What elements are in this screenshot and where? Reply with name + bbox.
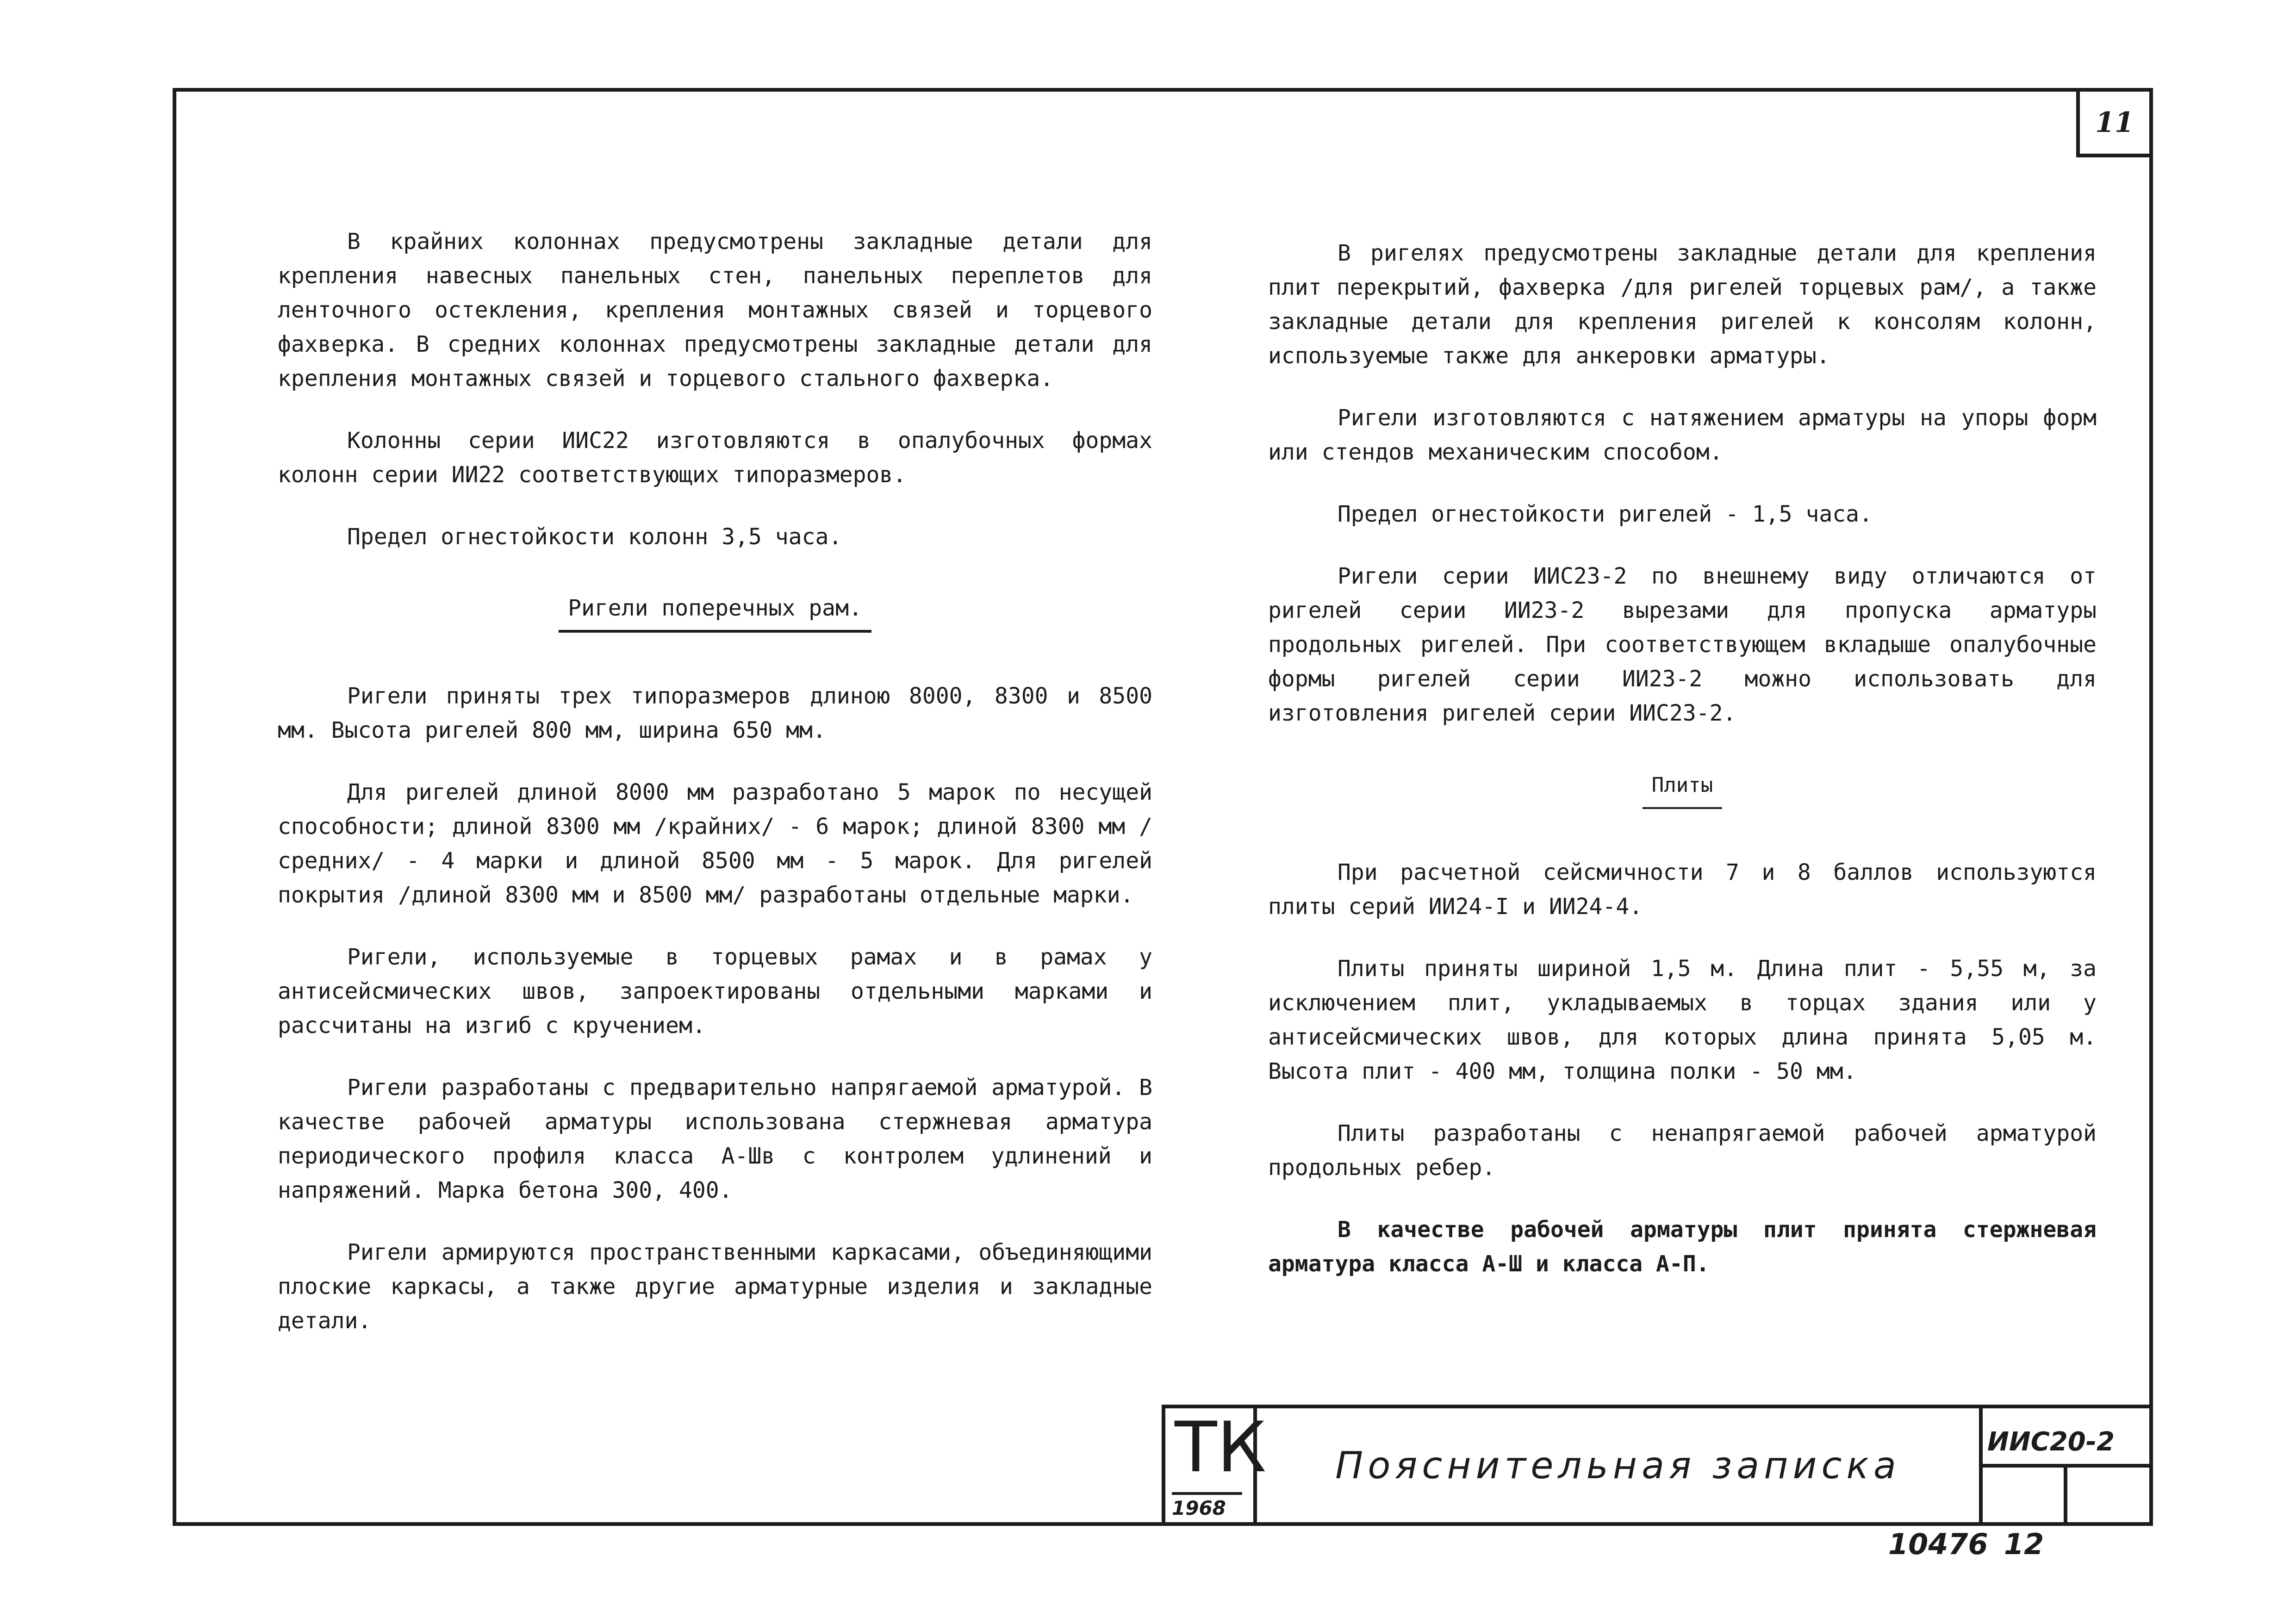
paragraph: В качестве рабочей арматуры плит принята стержневая арматура класса А-Ш и класса А-П. — [1268, 1217, 2097, 1277]
divider — [2064, 1464, 2067, 1522]
page-number: 12 — [2004, 1527, 2044, 1561]
paragraph: При расчетной сейсмичности 7 и 8 баллов используются плиты серий ИИ24-I и ИИ24-4. — [1268, 859, 2097, 920]
code-cell — [1983, 1408, 2149, 1522]
section-heading-slabs: Плиты — [1268, 767, 2097, 809]
paragraph: Ригели приняты трех типоразмеров длиною 8000, 8300 и 8500 мм. Высота ригелей 800 мм, ширина 650 мм. — [278, 683, 1152, 743]
paragraph: Для ригелей длиной 8000 мм разработано 5 марок по несущей способности; длиной 8300 мм /крайних/ - 6 марок; длиной 8300 мм /средних/ - 4 марки и длиной 8500 мм - 5 марок. Для ригелей покрытия /длиной 8300 мм и 8500 мм/ разработаны отдельные марки. — [278, 779, 1152, 908]
title-block — [1162, 1405, 2149, 1522]
paragraph: В ригелях предусмотрены закладные детали для крепления плит перекрытий, фахверка /для ригелей торцевых рам/, а также закладные детали для крепления ригелей к консолям колонн, используемые также для анкеровки арматуры. — [1268, 240, 2097, 369]
year: 1968 — [1172, 1492, 1242, 1519]
sheet-number: 11 — [2076, 88, 2153, 157]
inventory-number: 10476 — [1888, 1527, 1988, 1561]
paragraph: Плиты приняты шириной 1,5 м. Длина плит - 5,55 м, за исключением плит, укладываемых в торцах здания или у антисейсмических швов, для которых длина принята 5,05 м. Высота плит - 400 мм, толщина полки - 50 мм. — [1268, 956, 2097, 1084]
paragraph: Ригели армируются пространственными каркасами, объединяющими плоские каркасы, а также другие арматурные изделия и закладные детали. — [278, 1239, 1152, 1334]
paragraph: В крайних колоннах предусмотрены закладные детали для крепления навесных панельных стен, панельных переплетов для ленточного остекления, крепления монтажных связей и торцевого фахверка. В средних колоннах предусмотрены закладные детали для крепления монтажных связей и торцевого стального фахверка. — [278, 229, 1152, 392]
paragraph: Ригели серии ИИС23-2 по внешнему виду отличаются от ригелей серии ИИ23-2 вырезами для пропуска арматуры продольных ригелей. При соответствующем вкладыше опалубочные формы ригелей серии ИИ23-2 можно использовать для изготовления ригелей серии ИИС23-2. — [1268, 563, 2097, 726]
paragraph: Предел огнестойкости ригелей - 1,5 часа. — [1338, 501, 1873, 527]
paragraph: Ригели, используемые в торцевых рамах и в рамах у антисейсмических швов, запроектированы отдельными марками и рассчитаны на изгиб с кручением. — [278, 944, 1152, 1039]
section-heading-rigels: Ригели поперечных рам. — [278, 591, 1152, 633]
paragraph: Ригели разработаны с предварительно напрягаемой арматурой. В качестве рабочей арматуры использована стержневая арматура периодического профиля класса А-Шв с контролем удлинений и напряжений. Марка бетона 300, 400. — [278, 1075, 1152, 1203]
right-column — [1268, 236, 2097, 1309]
paragraph: Колонны серии ИИС22 изготовляются в опалубочных формах колонн серии ИИ22 соответствующих типоразмеров. — [278, 428, 1152, 488]
paragraph: Предел огнестойкости колонн 3,5 часа. — [347, 524, 842, 550]
paragraph: Ригели изготовляются с натяжением арматуры на упоры форм или стендов механическим способом. — [1268, 405, 2097, 465]
series-code: ИИС20-2 — [1987, 1427, 2115, 1457]
left-column — [278, 224, 1152, 1366]
tk-cell — [1165, 1407, 1267, 1522]
document-title: Пояснительная записка — [1257, 1408, 1983, 1522]
paragraph: Плиты разработаны с ненапрягаемой рабочей арматурой продольных ребер. — [1268, 1120, 2097, 1181]
tk-mark: ТК — [1175, 1407, 1267, 1488]
